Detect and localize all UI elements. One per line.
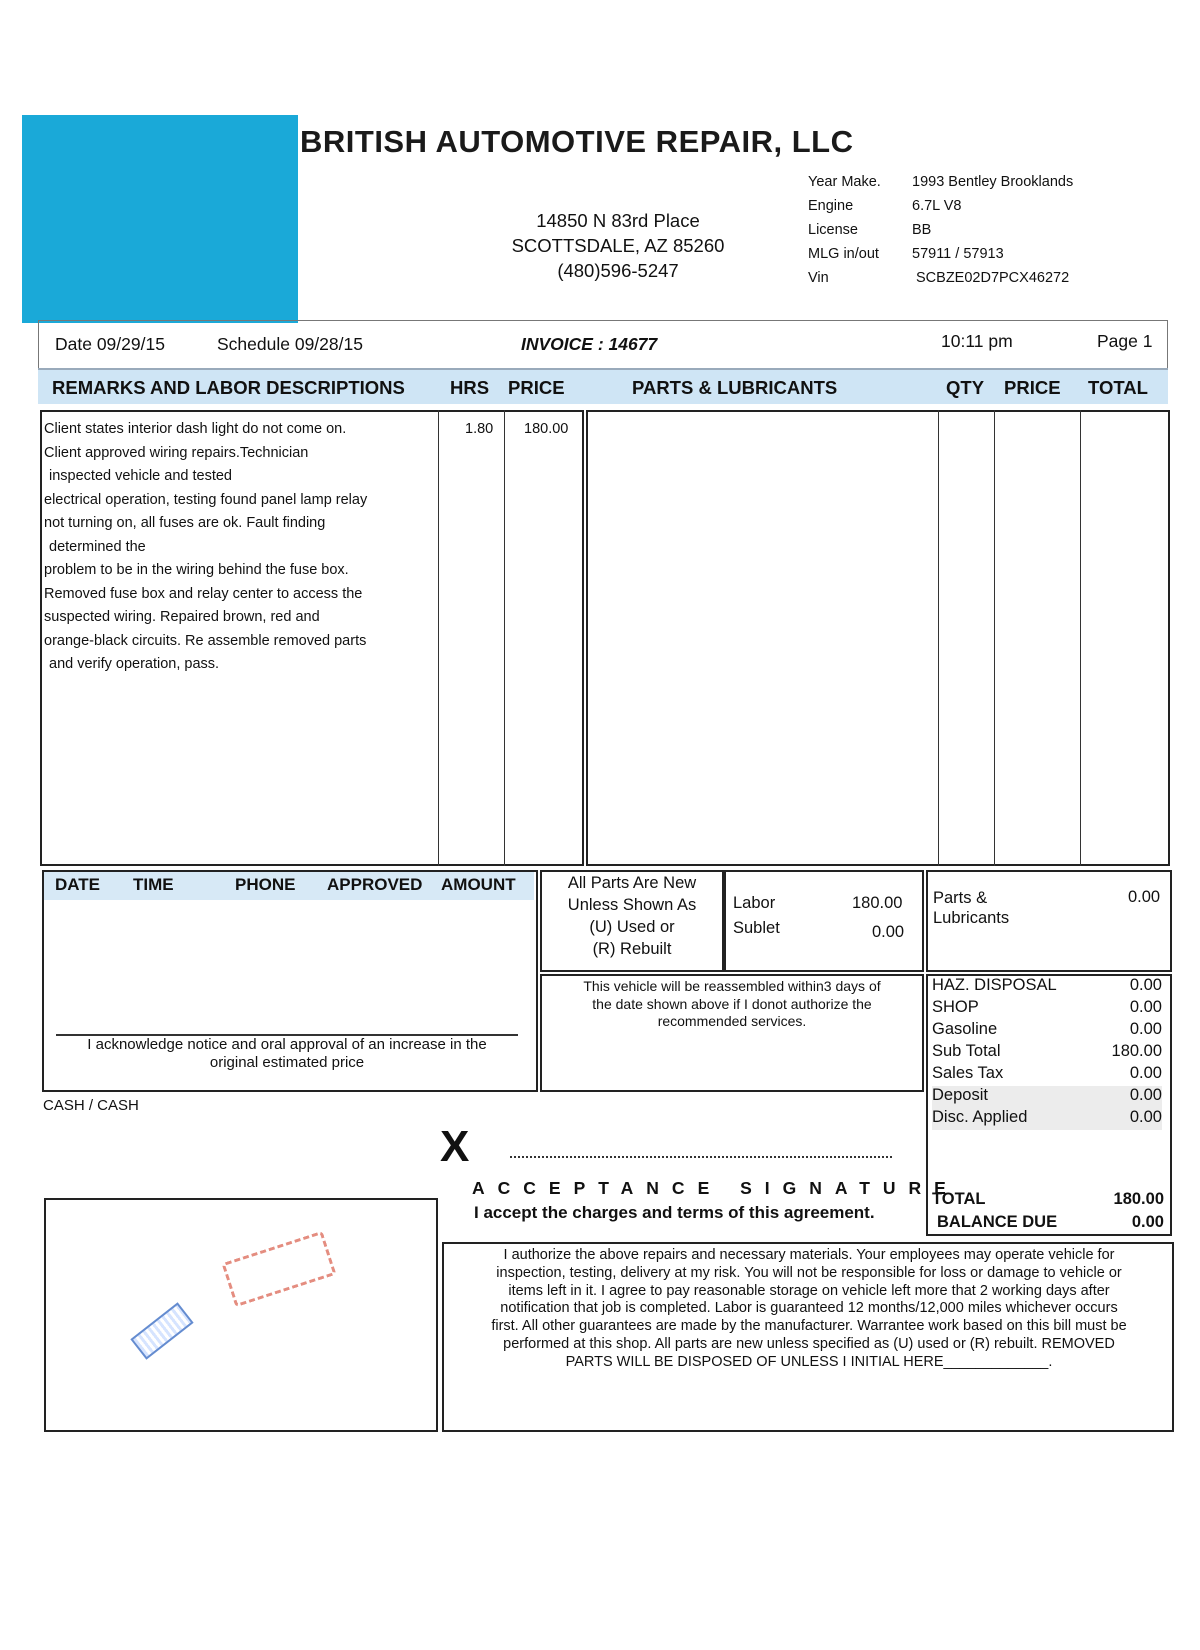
terms-line: items left in it. I agree to pay reasonable storage on vehicle left more that 2 working days after xyxy=(508,1282,1110,1299)
remark-line: problem to be in the wiring behind the fuse box. xyxy=(44,562,349,578)
vehicle-row xyxy=(808,242,1073,266)
approval-header-bar xyxy=(44,872,534,900)
totals-label: SHOP xyxy=(932,998,979,1016)
column-header-bar xyxy=(38,368,1168,404)
totals-label: HAZ. DISPOSAL xyxy=(932,976,1057,994)
redaction-block xyxy=(22,115,298,323)
totals-value: 0.00 xyxy=(1129,1020,1162,1038)
totals-row xyxy=(932,1086,1162,1108)
col-parts: PARTS & LUBRICANTS xyxy=(632,377,838,398)
ack-line1: I acknowledge notice and oral approval of an increase in the xyxy=(87,1036,487,1053)
invoice-number: INVOICE : 14677 xyxy=(521,334,658,354)
totals-label: Deposit xyxy=(932,1086,988,1104)
vehicle-row xyxy=(808,218,1073,242)
vehicle-value: 57911 / 57913 xyxy=(912,246,1004,262)
parts-total-label2: Lubricants xyxy=(933,909,1010,927)
totals-row xyxy=(932,998,1162,1020)
totals-row xyxy=(932,1042,1162,1064)
reassembly-line: This vehicle will be reassembled within3 days of xyxy=(583,978,881,994)
stamp-box xyxy=(44,1198,438,1432)
totals-value: 0.00 xyxy=(1129,1108,1162,1126)
company-name: BRITISH AUTOMOTIVE REPAIR, LLC xyxy=(300,124,854,159)
approval-col-date: DATE xyxy=(55,875,101,894)
col-price: PRICE xyxy=(508,377,565,398)
col-hrs: HRS xyxy=(450,377,490,398)
vehicle-info xyxy=(808,170,1073,290)
terms-line: first. All other guarantees are made by the manufacturer. Warrantee work based on this bill must be xyxy=(491,1318,1127,1335)
divider xyxy=(438,410,439,866)
parts-total-value: 0.00 xyxy=(1128,888,1161,906)
remark-line: Client states interior dash light do not come on. xyxy=(44,421,347,437)
remark-line: electrical operation, testing found panel lamp relay xyxy=(44,491,368,508)
totals-label: Disc. Applied xyxy=(932,1108,1028,1126)
vehicle-label: License xyxy=(808,222,858,238)
divider xyxy=(938,410,939,866)
terms-line: I authorize the above repairs and necessary materials. Your employees may operate vehicle for xyxy=(503,1247,1115,1263)
labor-remarks xyxy=(44,418,367,677)
invoice-time: 10:11 pm xyxy=(941,331,1013,351)
col-qty: QTY xyxy=(946,377,985,398)
remark-line: orange-black circuits. Re assemble removed parts xyxy=(44,632,367,649)
parts-total-label1: Parts & xyxy=(933,889,988,907)
totals-value: 0.00 xyxy=(1129,1064,1162,1082)
divider xyxy=(504,410,505,866)
remark-line: and verify operation, pass. xyxy=(49,656,220,672)
balance-row xyxy=(932,1211,1164,1234)
remark-line: Client approved wiring repairs.Technician xyxy=(44,444,309,461)
vehicle-value: 1993 Bentley Brooklands xyxy=(912,174,1074,190)
address-line2: SCOTTSDALE, AZ 85260 xyxy=(511,235,725,256)
totals-list xyxy=(932,976,1162,1130)
vehicle-row xyxy=(808,266,1073,290)
labor-total: 180.00 xyxy=(852,894,903,912)
totals-row xyxy=(932,1108,1162,1130)
signature-x: X xyxy=(440,1122,470,1171)
vehicle-value: 6.7L V8 xyxy=(912,198,962,214)
approval-col-amount: AMOUNT xyxy=(441,875,516,894)
signature-line[interactable] xyxy=(510,1156,892,1158)
terms-line: notification that job is completed. Labor is guaranteed 12 months/12,000 miles whichever occurs xyxy=(500,1300,1118,1317)
company-phone: (480)596-5247 xyxy=(557,260,679,281)
divider xyxy=(1080,410,1081,866)
sublet-total: 0.00 xyxy=(872,923,905,941)
balance-label: BALANCE DUE xyxy=(937,1213,1058,1231)
ack-line2: original estimated price xyxy=(209,1054,365,1071)
divider xyxy=(994,410,995,866)
remark-line: Removed fuse box and relay center to access the xyxy=(44,585,363,602)
terms-line: PARTS WILL BE DISPOSED OF UNLESS I INITIAL HERE_____________. xyxy=(565,1353,1053,1370)
parts-table xyxy=(586,410,1170,866)
col-total: TOTAL xyxy=(1088,377,1148,398)
schedule-date: Schedule 09/28/15 xyxy=(217,334,363,354)
payment-method: CASH / CASH xyxy=(43,1097,139,1114)
approval-col-time: TIME xyxy=(133,875,174,894)
labor-hours: 1.80 xyxy=(465,421,494,437)
labor-price: 180.00 xyxy=(524,421,569,437)
reassembly-note xyxy=(544,978,920,1031)
totals-label: Sales Tax xyxy=(932,1064,1004,1082)
vehicle-value: SCBZE02D7PCX46272 xyxy=(916,270,1070,286)
vehicle-value: BB xyxy=(912,222,932,238)
page-number: Page 1 xyxy=(1097,331,1153,351)
remark-line: suspected wiring. Repaired brown, red and xyxy=(44,609,320,625)
parts-total-label xyxy=(933,888,1009,928)
col-remarks: REMARKS AND LABOR DESCRIPTIONS xyxy=(52,377,405,398)
totals-label: Sub Total xyxy=(932,1042,1001,1060)
terms-line: inspection, testing, delivery at my risk. You will not be responsible for loss or damage to vehicle or xyxy=(496,1264,1122,1281)
remark-line: inspected vehicle and tested xyxy=(49,468,232,484)
vehicle-row xyxy=(808,170,1073,194)
total-label: TOTAL xyxy=(932,1190,986,1208)
invoice-header xyxy=(38,320,1168,368)
total-value: 180.00 xyxy=(1113,1190,1164,1208)
balance-value: 0.00 xyxy=(1131,1213,1164,1231)
remark-line: determined the xyxy=(49,538,146,555)
totals-value: 0.00 xyxy=(1129,1086,1162,1104)
parts-note-line: All Parts Are New xyxy=(567,874,697,892)
invoice-date: Date 09/29/15 xyxy=(55,334,165,354)
vehicle-label: Year Make. xyxy=(808,174,881,190)
remark-line: not turning on, all fuses are ok. Fault finding xyxy=(44,515,326,531)
totals-row xyxy=(932,1064,1162,1086)
reassembly-line: the date shown above if I donot authorize the xyxy=(592,995,872,1012)
company-address xyxy=(488,208,748,283)
sublet-label: Sublet xyxy=(733,919,780,937)
totals-row xyxy=(932,1020,1162,1042)
terms-text xyxy=(448,1247,1170,1372)
approval-col-phone: PHONE xyxy=(235,875,296,894)
address-line1: 14850 N 83rd Place xyxy=(536,210,700,231)
totals-label: Gasoline xyxy=(932,1020,998,1038)
col-parts-price: PRICE xyxy=(1004,377,1061,398)
final-totals xyxy=(932,1188,1164,1234)
vehicle-label: Vin xyxy=(808,270,829,286)
totals-value: 180.00 xyxy=(1111,1042,1162,1060)
vehicle-label: Engine xyxy=(808,198,854,214)
ack-text xyxy=(56,1036,518,1072)
acceptance-subtitle: I accept the charges and terms of this agreement. xyxy=(474,1203,875,1222)
totals-value: 0.00 xyxy=(1129,998,1162,1016)
parts-note-line: Unless Shown As xyxy=(567,896,697,914)
labor-label: Labor xyxy=(733,894,776,912)
vehicle-row xyxy=(808,194,1073,218)
reassembly-line: recommended services. xyxy=(657,1013,807,1029)
totals-value: 0.00 xyxy=(1129,976,1162,994)
parts-note xyxy=(542,872,722,960)
total-row xyxy=(932,1188,1164,1211)
approval-col-approved: APPROVED xyxy=(327,875,423,894)
parts-note-line: (R) Rebuilt xyxy=(592,940,672,958)
totals-row xyxy=(932,976,1162,998)
parts-note-line: (U) Used or xyxy=(589,918,675,936)
terms-line: performed at this shop. All parts are new unless specified as (U) used or (R) rebuilt. REMOVED xyxy=(503,1335,1115,1352)
vehicle-label: MLG in/out xyxy=(808,246,879,262)
acceptance-title: ACCEPTANCE SIGNATURE xyxy=(472,1178,959,1198)
